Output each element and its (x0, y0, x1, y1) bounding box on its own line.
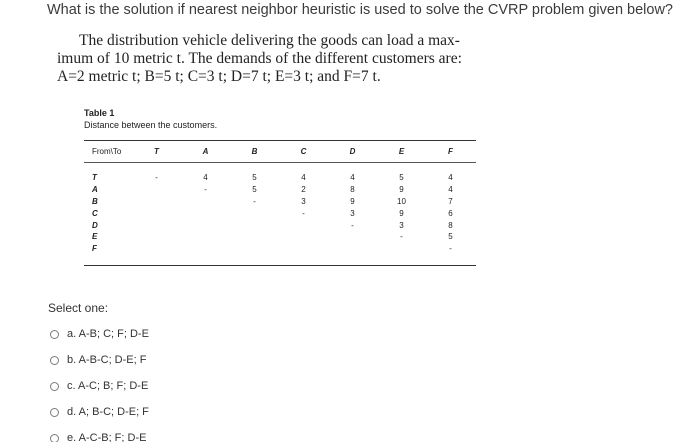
radio-button-a[interactable] (50, 330, 59, 339)
problem-statement (57, 32, 527, 86)
table-subtitle: Distance between the customers. (84, 120, 218, 130)
table-cell: - (302, 208, 305, 218)
table-cell: 5 (399, 173, 404, 183)
problem-line-3: A=2 metric t; B=5 t; C=3 t; D=7 t; E=3 t; and F=7 t. (57, 68, 381, 85)
table-row (84, 172, 476, 184)
table-cell: - (449, 244, 452, 254)
option-e[interactable] (50, 425, 149, 442)
table-cell: 4 (301, 173, 306, 183)
table-row (84, 219, 476, 231)
table-cell: E (92, 232, 98, 242)
question-text: What is the solution if nearest neighbor heuristic is used to solve the CVRP problem given below? (47, 2, 673, 18)
table-cell: 5 (252, 185, 257, 195)
radio-button-e[interactable] (50, 434, 59, 442)
table-row (84, 184, 476, 196)
table-cell: 4 (350, 173, 355, 183)
table-cell: 3 (350, 208, 355, 218)
table-cell: T (92, 173, 97, 183)
table-cell: 3 (399, 220, 404, 230)
table-cell: 10 (397, 196, 406, 206)
table-cell: 4 (203, 173, 208, 183)
option-a-label: a. A-B; C; F; D-E (67, 328, 149, 340)
table-cell: 9 (399, 208, 404, 218)
table-row (84, 231, 476, 243)
select-one-label: Select one: (48, 301, 109, 315)
table-cell: - (253, 196, 256, 206)
option-c-label: c. A-C; B; F; D-E (67, 380, 149, 392)
table-body (84, 163, 476, 265)
header-cell: B (251, 147, 258, 156)
answer-options (50, 321, 149, 442)
option-a[interactable] (50, 321, 149, 347)
header-cell: T (154, 147, 159, 156)
table-header-row (84, 141, 476, 163)
table-cell: 6 (448, 208, 453, 218)
header-cell: E (398, 147, 405, 156)
radio-button-c[interactable] (50, 382, 59, 391)
header-cell: C (300, 147, 307, 156)
option-b[interactable] (50, 347, 149, 373)
header-cell: F (448, 147, 453, 156)
table-cell: F (92, 244, 97, 254)
option-d-label: d. A; B-C; D-E; F (67, 406, 149, 418)
table-row (84, 207, 476, 219)
table-row (84, 196, 476, 208)
option-c[interactable] (50, 373, 149, 399)
table-cell: 7 (448, 196, 453, 206)
table-title: Table 1 (84, 108, 115, 118)
header-cell: From\To (92, 147, 122, 156)
header-cell: A (202, 147, 209, 156)
header-cell: D (349, 147, 356, 156)
table-cell: 8 (350, 185, 355, 195)
table-cell: C (92, 208, 98, 218)
table-cell: 8 (448, 220, 453, 230)
table-cell: - (204, 185, 207, 195)
table-row (84, 243, 476, 255)
radio-button-d[interactable] (50, 408, 59, 417)
table-cell: 4 (448, 173, 453, 183)
table-cell: 5 (448, 232, 453, 242)
option-b-label: b. A-B-C; D-E; F (67, 354, 147, 366)
distance-table (84, 140, 476, 266)
table-cell: A (92, 185, 98, 195)
table-caption (84, 107, 217, 131)
table-cell: - (400, 232, 403, 242)
table-cell: 4 (448, 185, 453, 195)
table-cell: 9 (350, 196, 355, 206)
table-cell: 2 (301, 185, 306, 195)
table-cell: 9 (399, 185, 404, 195)
radio-button-b[interactable] (50, 356, 59, 365)
table-cell: D (92, 220, 98, 230)
table-cell: - (155, 173, 158, 183)
problem-line-2: imum of 10 metric t. The demands of the different customers are: (57, 50, 462, 67)
table-cell: 3 (301, 196, 306, 206)
table-cell: - (351, 220, 354, 230)
table-cell: 5 (252, 173, 257, 183)
option-d[interactable] (50, 399, 149, 425)
table-cell: B (92, 196, 98, 206)
option-e-label: e. A-C-B; F; D-E (67, 432, 147, 442)
problem-line-1: The distribution vehicle delivering the goods can load a max- (79, 32, 460, 49)
